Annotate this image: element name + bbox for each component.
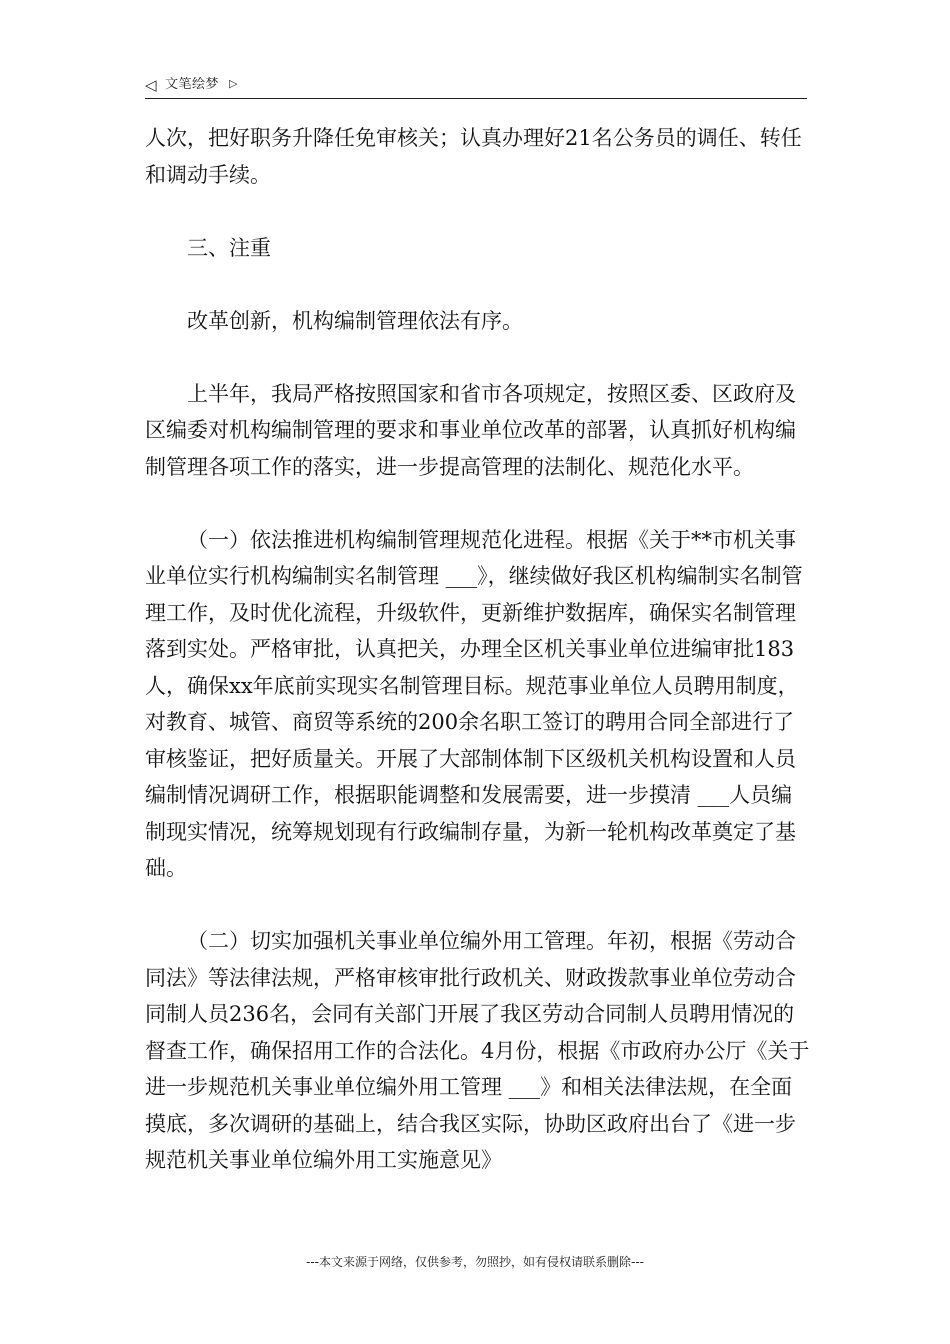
header-brand: 文笔绘梦 xyxy=(165,77,220,92)
page-header xyxy=(145,74,807,99)
paragraph-intro: 上半年，我局严格按照国家和省市各项规定，按照区委、区政府及区编委对机构编制管理的要求和事业单位改革的部署，认真抓好机构编制管理各项工作的落实，进一步提高管理的法制化、规范化水平。 xyxy=(145,381,796,479)
footer-notice: ---本文来源于网络，仅供参考，勿照抄，如有侵权请联系删除--- xyxy=(306,1255,644,1269)
document-body xyxy=(145,120,810,1179)
paragraph-item-2: （二）切实加强机关事业单位编外用工管理。年初，根据《劳动合同法》等法律法规，严格审核审批行政机关、财政拨款事业单位劳动合同制人员236名，会同有关部门开展了我区劳动合同制人员聘用情况的督查工作，确保招用工作的合法化。4月份，根据《市政府办公厅《关于进一步规范机关事业单位编外用工管理 ___》和相关法律法规，在全面摸底，多次调研的基础上，结合我区实际，协助区政府出台了《进一步规范机关事业单位编外用工实施意见》 xyxy=(145,929,810,1172)
triangle-right-icon: ▷ xyxy=(229,77,238,90)
section-subheading: 改革创新，机构编制管理依法有序。 xyxy=(187,308,523,333)
triangle-left-icon: ◁ xyxy=(145,76,157,94)
paragraph-continuation: 人次，把好职务升降任免审核关；认真办理好21名公务员的调任、转任和调动手续。 xyxy=(145,126,802,187)
paragraph-item-1: （一）依法推进机构编制管理规范化进程。根据《关于**市机关事业单位实行机构编制实名制管理 ___》，继续做好我区机构编制实名制管理工作，及时优化流程，升级软件，更新维护数据库，确保实名制管理落到实处。严格审批，认真把关，办理全区机关事业单位进编审批183人，确保xx年底前实现实名制管理目标。规范事业单位人员聘用制度，对教育、城管、商贸等系统的200余名职工签订的聘用合同全部进行了审核鉴证，把好质量关。开展了大部制体制下区级机关机构设置和人员编制情况调研工作，根据职能调整和发展需要，进一步摸清 ___人员编制现实情况，统筹规划现有行政编制存量，为新一轮机构改革奠定了基础。 xyxy=(145,527,803,880)
section-heading: 三、注重 xyxy=(187,235,271,260)
